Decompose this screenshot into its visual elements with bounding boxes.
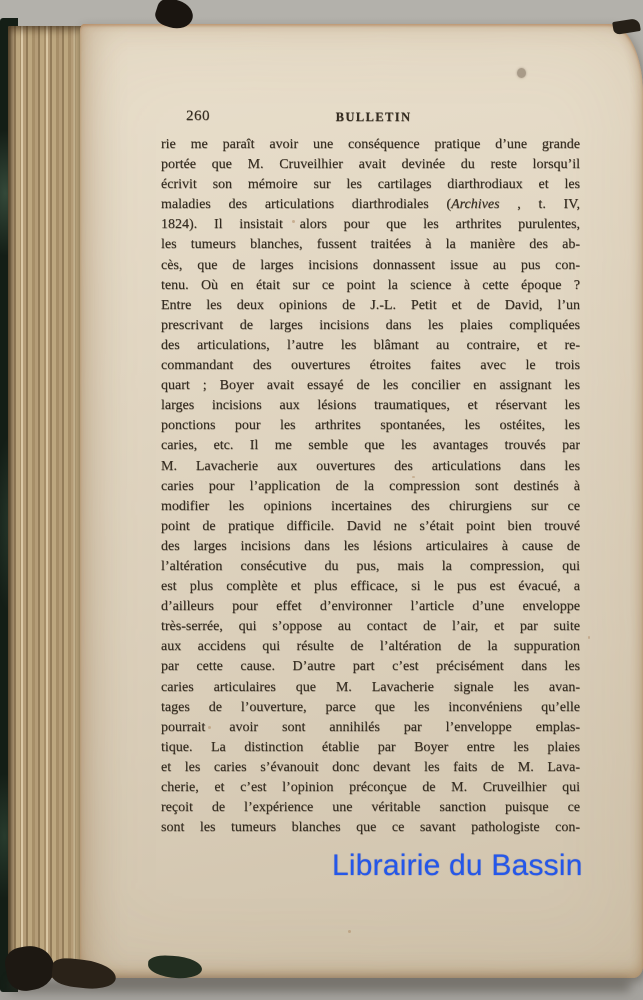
body-line: cès, que de larges incisions donnassent issue au pus con- <box>161 257 580 273</box>
bookseller-watermark: Librairie du Bassin <box>332 849 583 882</box>
book-page <box>80 24 643 978</box>
body-line: modifier les opinions incertaines des chirurgiens sur ce <box>161 498 580 514</box>
body-line: point de pratique difficile. David ne s’était point bien trouvé <box>161 518 580 534</box>
body-line: cherie, et c’est l’opinion préconçue de M. Cruveilhier qui <box>161 780 580 795</box>
body-line: des larges incisions dans les lésions articulaires à cause de <box>161 538 580 554</box>
paper-speck <box>517 68 526 78</box>
page-edge-stack <box>8 26 88 978</box>
body-line-segment: , t. IV, <box>499 197 580 213</box>
page-header <box>161 108 580 135</box>
body-line: portée que M. Cruveilhier avait devinée du reste lorsqu’il <box>161 157 580 173</box>
body-line: tages de l’ouverture, parce que les inconvéniens qu’elle <box>161 699 580 715</box>
body-line: pourrait avoir sont annihilés par l’enveloppe emplas- <box>161 719 580 735</box>
body-line-segment: maladies des articulations diarthrodiales ( <box>161 197 452 213</box>
body-line: caries pour l’application de la compression sont destinés à <box>161 478 580 494</box>
body-line: et les caries s’évanouit donc devant les faits de M. Lava- <box>161 759 580 775</box>
body-line: l’altération consécutive du pus, mais la compression, qui <box>161 558 580 574</box>
body-line: très-serrée, qui s’oppose au contact de l’air, et par suite <box>161 619 580 635</box>
body-line: larges incisions aux lésions traumatiques, et réservant les <box>161 398 580 414</box>
body-line <box>161 195 580 215</box>
body-line: est plus complète et plus efficace, si le pus est évacué, a <box>161 579 580 595</box>
body-line: par cette cause. D’autre part c’est précisément dans les <box>161 659 580 675</box>
body-paragraph <box>161 135 580 838</box>
citation-italic: Archives <box>451 197 500 213</box>
body-line: 1824). Il insistait alors pour que les arthrites purulentes, <box>161 217 580 233</box>
body-line: prescrivant de larges incisions dans les plaies compliquées <box>161 317 580 333</box>
body-line: écrivit son mémoire sur les cartilages diarthrodiaux et les <box>161 177 580 193</box>
body-line: commandant des ouvertures étroites faites avec le trois <box>161 358 580 374</box>
body-line: M. Lavacherie aux ouvertures des articulations dans les <box>161 458 580 474</box>
body-line: caries articulaires que M. Lavacherie signale les avan- <box>161 679 580 695</box>
body-line: ponctions pour les arthrites spontanées, les ostéites, les <box>161 418 580 434</box>
body-line: rie me paraît avoir une conséquence pratique d’une grande <box>161 137 580 152</box>
running-header: BULLETIN <box>335 110 412 124</box>
printed-text <box>161 108 580 838</box>
dark-mark-top-right <box>612 18 641 35</box>
paper-speck <box>348 930 351 933</box>
body-line: sont les tumeurs blanches que ce savant pathologiste con- <box>161 820 580 836</box>
body-line: quart ; Boyer avait essayé de les concilier en assignant les <box>161 378 580 394</box>
page-number: 260 <box>186 108 210 124</box>
body-line: tique. La distinction établie par Boyer entre les plaies <box>161 739 580 755</box>
body-line: d’ailleurs pour effet d’environner l’article d’une enveloppe <box>161 599 580 615</box>
body-line: aux accidens qui résulte de l’altération de la suppuration <box>161 639 580 655</box>
body-line: caries, etc. Il me semble que les avantages trouvés par <box>161 438 580 454</box>
body-line: Entre les deux opinions de J.-L. Petit et de David, l’un <box>161 297 580 313</box>
body-line: tenu. Où en était sur ce point la science à cette époque ? <box>161 277 580 293</box>
body-line: des articulations, l’autre les blâmant au contraire, et re- <box>161 337 580 353</box>
body-line: les tumeurs blanches, fussent traitées à la manière des ab- <box>161 237 580 253</box>
body-line: reçoit de l’expérience une véritable sanction puisque ce <box>161 800 580 816</box>
paper-speck <box>588 636 590 639</box>
